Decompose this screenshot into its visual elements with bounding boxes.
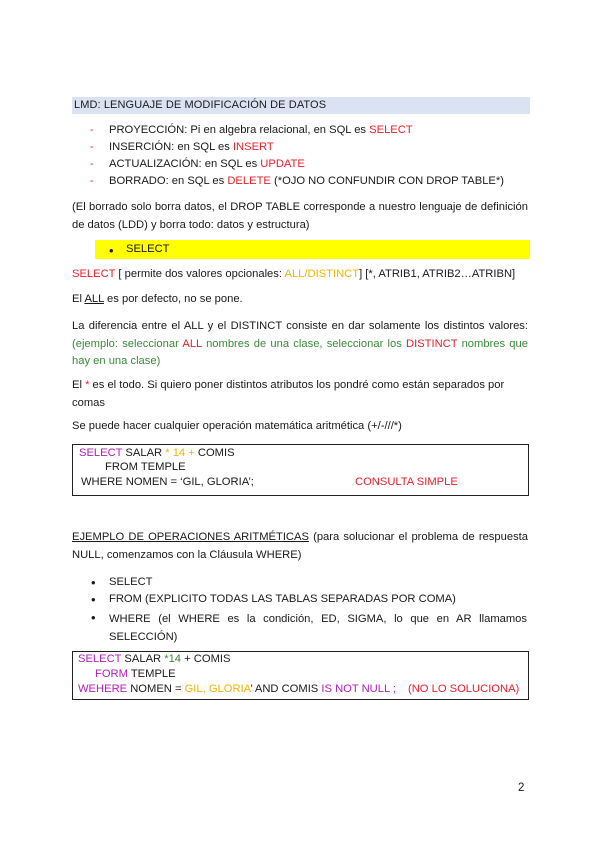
select-syntax: SELECT [ permite dos valores opcionales: ALL/DISTINCT] [*, ATRIB1, ATRIB2…ATRIBN] [72, 268, 516, 280]
list-item: PROYECCIÓN: Pi en algebra relacional, en SQL es SELECT [109, 124, 413, 136]
bullet-dot: • [109, 243, 114, 258]
dash-marker: - [90, 175, 94, 187]
list-item: INSERCIÓN: en SQL es INSERT [109, 141, 274, 153]
page-number: 2 [518, 782, 525, 794]
list-item: BORRADO: en SQL es DELETE (*OJO NO CONFUNDIR CON DROP TABLE*) [109, 175, 504, 187]
code-line: SELECT SALAR * 14 + COMIS [79, 447, 235, 459]
code-line: FORM TEMPLE [95, 668, 176, 680]
list-item: FROM (EXPLICITO TODAS LAS TABLAS SEPARADAS POR COMA) [109, 593, 456, 605]
distinct-explanation: La diferencia entre el ALL y el DISTINCT consiste en dar solamente los distintos valores: (ejemplo: seleccionar ALL nombres de una clase, seleccionar los DISTINCT nombres que hay en una clase) [72, 320, 528, 367]
code-line: WEHERE NOMEN = GIL, GLORIA’ AND COMIS IS NOT NULL ; (NO LO SOLUCIONA) [78, 683, 520, 695]
code-line: WHERE NOMEN = ‘GIL, GLORIA’; [81, 476, 254, 488]
section-heading: LMD: LENGUAJE DE MODIFICACIÓN DE DATOS [74, 99, 327, 111]
all-note: El ALL es por defecto, no se pone. [72, 293, 243, 305]
math-note: Se puede hacer cualquier operación matemática aritmética (+/-///*) [72, 420, 402, 432]
star-note: El * es el todo. Si quiero poner distintos atributos los pondré como están separados por comas [72, 379, 505, 409]
bullet-dot: • [91, 575, 96, 590]
drop-note: (El borrado solo borra datos, el DROP TABLE corresponde a nuestro lenguaje de definición de datos (LDD) y borra todo: datos y estructura) [72, 201, 528, 231]
bullet-dot: • [91, 610, 96, 625]
code-box-not-null [72, 651, 529, 700]
list-item: ACTUALIZACIÓN: en SQL es UPDATE [109, 158, 305, 170]
code-line: FROM TEMPLE [105, 461, 186, 473]
code-line: SELECT SALAR *14 + COMIS [78, 653, 231, 665]
example-intro: EJEMPLO DE OPERACIONES ARITMÉTICAS (para solucionar el problema de respuesta NULL, comenzamos con la Cláusula WHERE) [72, 531, 528, 561]
code-box-simple [72, 444, 529, 496]
query-label: CONSULTA SIMPLE [355, 476, 458, 488]
dash-marker: - [90, 124, 94, 136]
select-highlight-label: SELECT [126, 243, 170, 255]
list-item: WHERE (el WHERE es la condición, ED, SIGMA, lo que en AR llamamos SELECCIÓN) [109, 613, 527, 643]
dash-marker: - [90, 141, 94, 153]
list-item: SELECT [109, 576, 153, 588]
bullet-dot: • [91, 592, 96, 607]
dash-marker: - [90, 158, 94, 170]
